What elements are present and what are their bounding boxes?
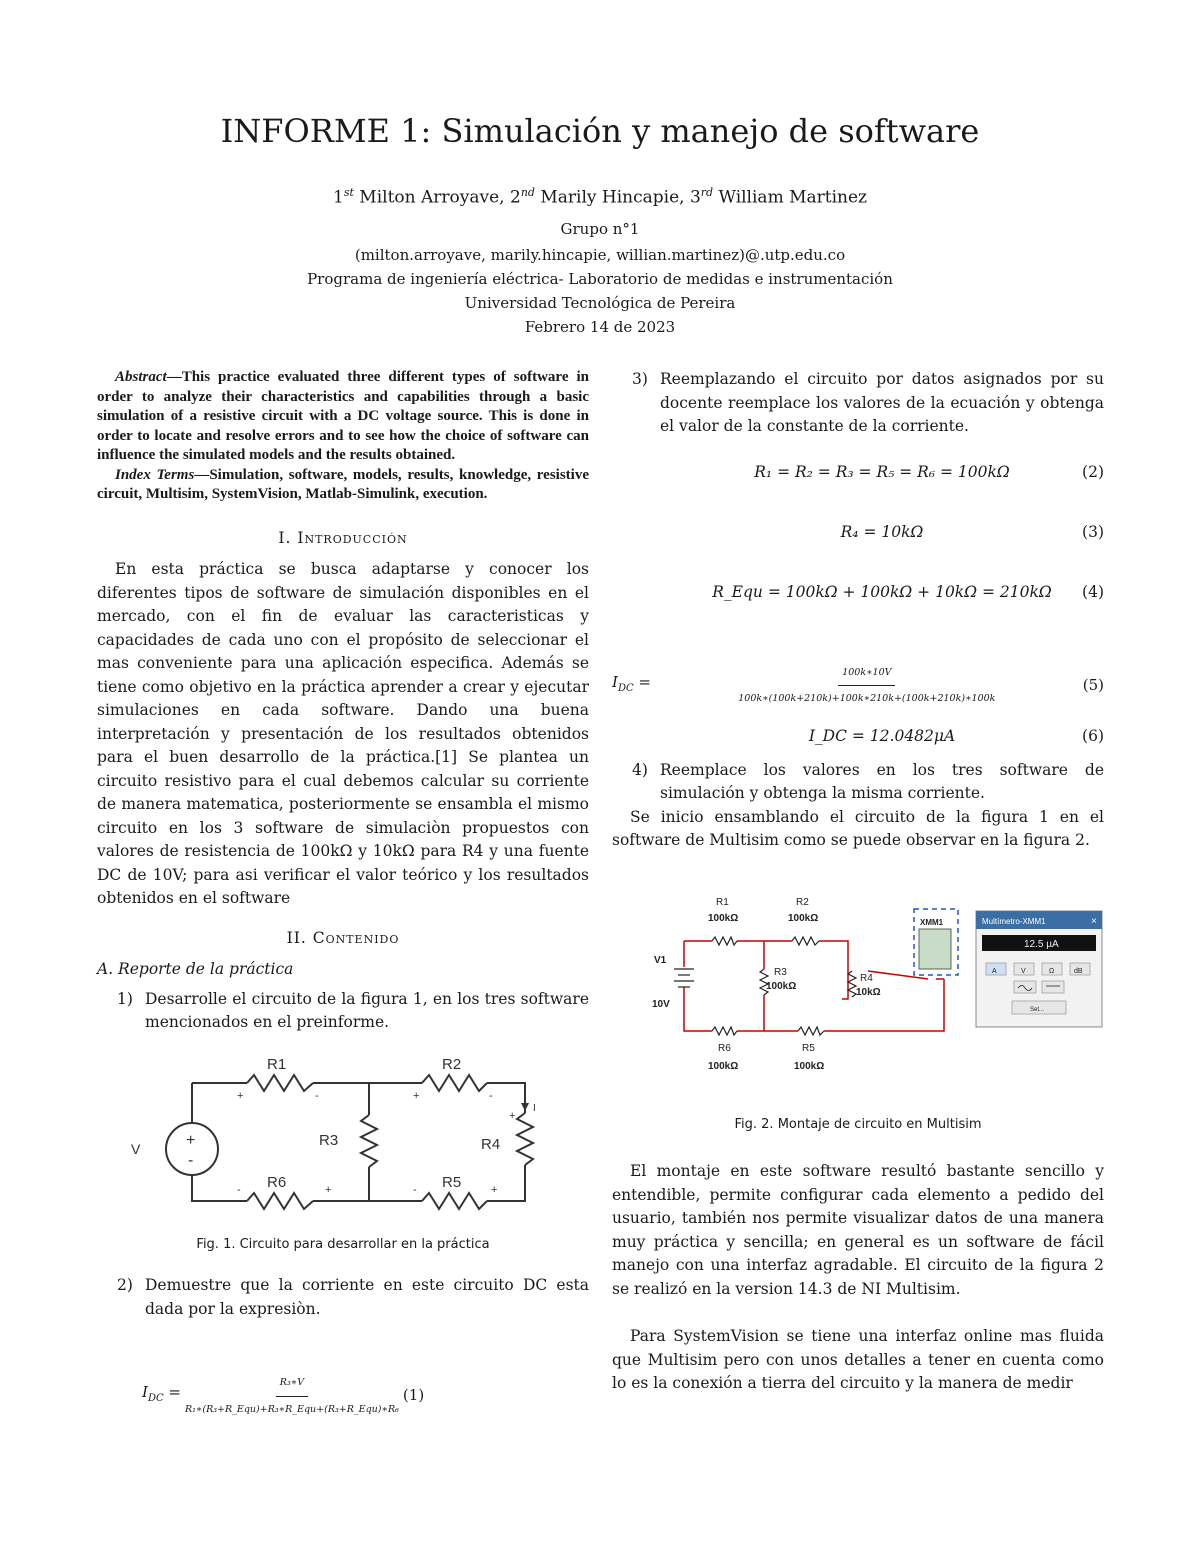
group-line: Grupo n°1 xyxy=(560,220,640,238)
eq4-tag: (4) xyxy=(1082,582,1104,601)
fig2-label-r5: R5 xyxy=(802,1042,815,1054)
fig2-label-r3: R3 xyxy=(774,966,787,978)
fig2-label-r4: R4 xyxy=(860,972,873,984)
eq5-denominator: 100k∗(100k+210k)+100k∗210k+(100k+210k)∗100k xyxy=(738,693,996,704)
fig2-value-r6: 100kΩ xyxy=(708,1060,739,1072)
equation-3 xyxy=(612,521,1104,547)
equation-1 xyxy=(142,1371,589,1421)
fig2-value-r3: 100kΩ xyxy=(766,980,797,992)
fig2-label-v1: V1 xyxy=(654,954,667,966)
fig1-r4-plus: + xyxy=(509,1109,516,1122)
fig1-r2-minus: - xyxy=(489,1089,493,1102)
paragraph-multisim-intro: Se inicio ensamblando el circuito de la figura 1 en el software de Multisim como se puede observar en la figura 2. xyxy=(612,807,1104,849)
fig1-r1-minus: - xyxy=(315,1089,319,1102)
author-3-ordinal: 3 xyxy=(689,187,701,208)
eq1-lhs: $I_{DC}$ = xyxy=(142,1383,181,1405)
program-line: Programa de ingeniería eléctrica- Laboratorio de medidas e instrumentación xyxy=(307,270,893,288)
index-terms-label: Index Terms xyxy=(115,466,195,483)
left-column xyxy=(97,368,589,1421)
date-line: Febrero 14 de 2023 xyxy=(524,318,676,336)
list-item-1-number: 1) xyxy=(117,989,133,1008)
author-1-ordinal: 1 xyxy=(332,187,344,208)
fig1-r6-plus: + xyxy=(325,1183,332,1196)
eq5-tag: (5) xyxy=(1082,675,1104,694)
fig1-source-plus: + xyxy=(186,1131,196,1149)
fig2-label-r2: R2 xyxy=(796,896,809,908)
fig1-r5-plus: + xyxy=(491,1183,498,1196)
email-line: (milton.arroyave, marily.hincapie, willian.martinez)@.utp.edu.co xyxy=(354,246,846,264)
figure-2-multisim xyxy=(612,879,1104,1079)
section-1-heading: I. Introducción xyxy=(278,528,408,547)
list-item-3-number: 3) xyxy=(632,370,648,388)
author-2-name: Marily Hincapie, xyxy=(534,187,690,208)
figure-1-caption: Fig. 1. Circuito para desarrollar en la práctica xyxy=(196,1236,490,1252)
index-terms-text: —Simulation, software, models, results, knowledge, resistive circuit, Multisim, SystemVision, Matlab-Simulink, execution. xyxy=(97,466,589,502)
fig2-value-v1: 10V xyxy=(652,998,670,1010)
list-item-3 xyxy=(612,368,1104,439)
list-item-2 xyxy=(97,1274,589,1321)
fig1-label-r1: R1 xyxy=(267,1055,287,1073)
fig1-label-r3: R3 xyxy=(319,1131,339,1149)
fig1-label-r2: R2 xyxy=(442,1055,462,1073)
paper-title: INFORME 1: Simulación y manejo de software xyxy=(220,112,980,150)
fig1-source-minus: - xyxy=(188,1151,194,1169)
list-item-4-number: 4) xyxy=(632,760,648,779)
subsection-a-heading: A. Reporte de la práctica xyxy=(97,960,294,978)
paragraph-systemvision: Para SystemVision se tiene una interfaz online mas fluida que Multisim pero con unos detalles a tener en cuenta como lo es la conexión a tierra del circuito y la manera de medir xyxy=(612,1327,1104,1392)
meter-btn-db: dB xyxy=(1074,967,1083,975)
fig1-r2-plus: + xyxy=(413,1089,420,1102)
list-item-4-text: Reemplace los valores en los tres software de simulación y obtenga la misma corriente. xyxy=(660,760,1104,802)
section-2-heading: II. Contenido xyxy=(286,928,400,947)
eq5-numerator: 100k∗10V xyxy=(838,661,895,687)
fig1-label-r6: R6 xyxy=(267,1173,287,1191)
meter-btn-set: Set... xyxy=(1030,1006,1045,1013)
equation-6 xyxy=(612,725,1104,751)
equation-2 xyxy=(612,461,1104,487)
meter-close-icon: × xyxy=(1091,915,1097,927)
meter-btn-ohm: Ω xyxy=(1049,967,1055,975)
fig2-value-r2: 100kΩ xyxy=(788,912,819,924)
abstract xyxy=(97,368,589,505)
eq1-tag: (1) xyxy=(402,1386,425,1405)
list-item-4 xyxy=(612,759,1104,806)
author-3-sup: rd xyxy=(700,186,714,199)
fig1-r1-plus: + xyxy=(237,1089,244,1102)
fig1-label-v: V xyxy=(131,1140,141,1157)
meter-title: Multímetro-XMM1 xyxy=(982,916,1046,926)
eq1-denominator: R₁∗(R₃+R_Equ)+R₃∗R_Equ+(R₃+R_Equ)∗R₆ xyxy=(184,1403,399,1415)
author-2-sup: nd xyxy=(520,186,535,199)
list-item-1 xyxy=(97,988,589,1035)
fig2-label-r6: R6 xyxy=(718,1042,731,1054)
multimeter-window xyxy=(976,911,1102,1027)
figure-1-circuit xyxy=(97,1053,589,1223)
fig1-r5-minus: - xyxy=(413,1183,417,1196)
fig1-label-r4: R4 xyxy=(481,1135,501,1153)
eq5-fraction xyxy=(738,661,995,711)
equation-4 xyxy=(612,581,1104,607)
meter-display-value: 12.5 µA xyxy=(1024,938,1059,950)
university-line: Universidad Tecnológica de Pereira xyxy=(464,294,736,312)
fig2-label-r1: R1 xyxy=(716,896,729,908)
paragraph-multisim-review: El montaje en este software resultó bastante sencillo y entendible, permite configurar cada elemento a pedido del usuario, también nos permite visualizar datos de una manera muy práctica y sencilla; en general es un software de fácil manejo con una interfaz agradable. El circuito de la figura 2 se realizó en la version 14.3 de NI Multisim. xyxy=(612,1162,1104,1298)
author-2-ordinal: 2 xyxy=(509,187,521,208)
list-item-2-number: 2) xyxy=(117,1276,133,1294)
author-1-name: Milton Arroyave, xyxy=(353,187,510,208)
fig2-value-r4: 10kΩ xyxy=(856,986,881,998)
figure-2-caption: Fig. 2. Montaje de circuito en Multisim xyxy=(734,1116,982,1132)
author-line xyxy=(0,186,1200,208)
eq6-expression: I_DC = 12.0482μA xyxy=(808,726,956,745)
fig2-value-r1: 100kΩ xyxy=(708,912,739,924)
eq4-expression: R_Equ = 100kΩ + 100kΩ + 10kΩ = 210kΩ xyxy=(712,582,1052,601)
eq6-tag: (6) xyxy=(1082,726,1104,745)
list-item-3-text: Reemplazando el circuito por datos asignados por su docente reemplace los valores de la ecuación y obtenga el valor de la constante de la corriente. xyxy=(660,370,1104,435)
eq5-lhs: $I_{DC}$ = xyxy=(612,672,651,694)
eq2-tag: (2) xyxy=(1082,462,1104,481)
meter-btn-v: V xyxy=(1021,967,1026,975)
abstract-label: Abstract xyxy=(115,369,167,385)
equation-5 xyxy=(612,661,1104,711)
meter-btn-a: A xyxy=(992,967,997,975)
fig1-r6-minus: - xyxy=(237,1183,241,1196)
abstract-text: —This practice evaluated three different types of software in order to analyze their characteristics and capabilities through a basic simulation of a resistive circuit with a DC voltage source. This is done in order to locate and resolve errors and to see how the choice of software can influence the simulated models and the results obtained. xyxy=(97,369,589,463)
eq3-expression: R₄ = 10kΩ xyxy=(840,522,924,541)
right-column xyxy=(612,368,1104,1396)
eq3-tag: (3) xyxy=(1082,522,1104,541)
fig2-value-r5: 100kΩ xyxy=(794,1060,825,1072)
list-item-1-text: Desarrolle el circuito de la figura 1, en los tres software mencionados en el preinforme. xyxy=(145,989,589,1031)
section-1-body: En esta práctica se busca adaptarse y conocer los diferentes tipos de software de simulación disponibles en el mercado, con el fin de evaluar las caracteristicas y capacidades de cada uno con el propósito de seleccionar el mas conveniente para una aplicación especifica. Además se tiene como objetivo en la práctica aprender a crear y ejecutar simulaciones en cada software. Dando una buena interpretación y presentación de los resultados obtenidos para el buen desarrollo de la práctica.[1] Se plantea un circuito resistivo para el cual debemos calcular su corriente de manera matematica, posteriormente se ensambla el mismo circuito en los 3 software de simulaciòn propuestos con valores de resistencia de 100kΩ y 10kΩ para R4 y una fuente DC de 10V; para asi verificar el valor teórico y los resultados obtenidos en el software xyxy=(97,560,589,907)
author-1-sup: st xyxy=(343,186,354,199)
list-item-2-text: Demuestre que la corriente en este circuito DC esta dada por la expresiòn. xyxy=(145,1276,589,1318)
author-3-name: William Martinez xyxy=(713,187,867,208)
eq1-numerator: R₃∗V xyxy=(276,1371,308,1397)
fig1-label-r5: R5 xyxy=(442,1173,462,1191)
fig1-current-label: I xyxy=(533,1102,536,1114)
fig2-label-xmm: XMM1 xyxy=(920,917,944,927)
eq2-expression: R₁ = R₂ = R₃ = R₅ = R₆ = 100kΩ xyxy=(754,462,1010,481)
eq1-fraction xyxy=(185,1371,399,1421)
